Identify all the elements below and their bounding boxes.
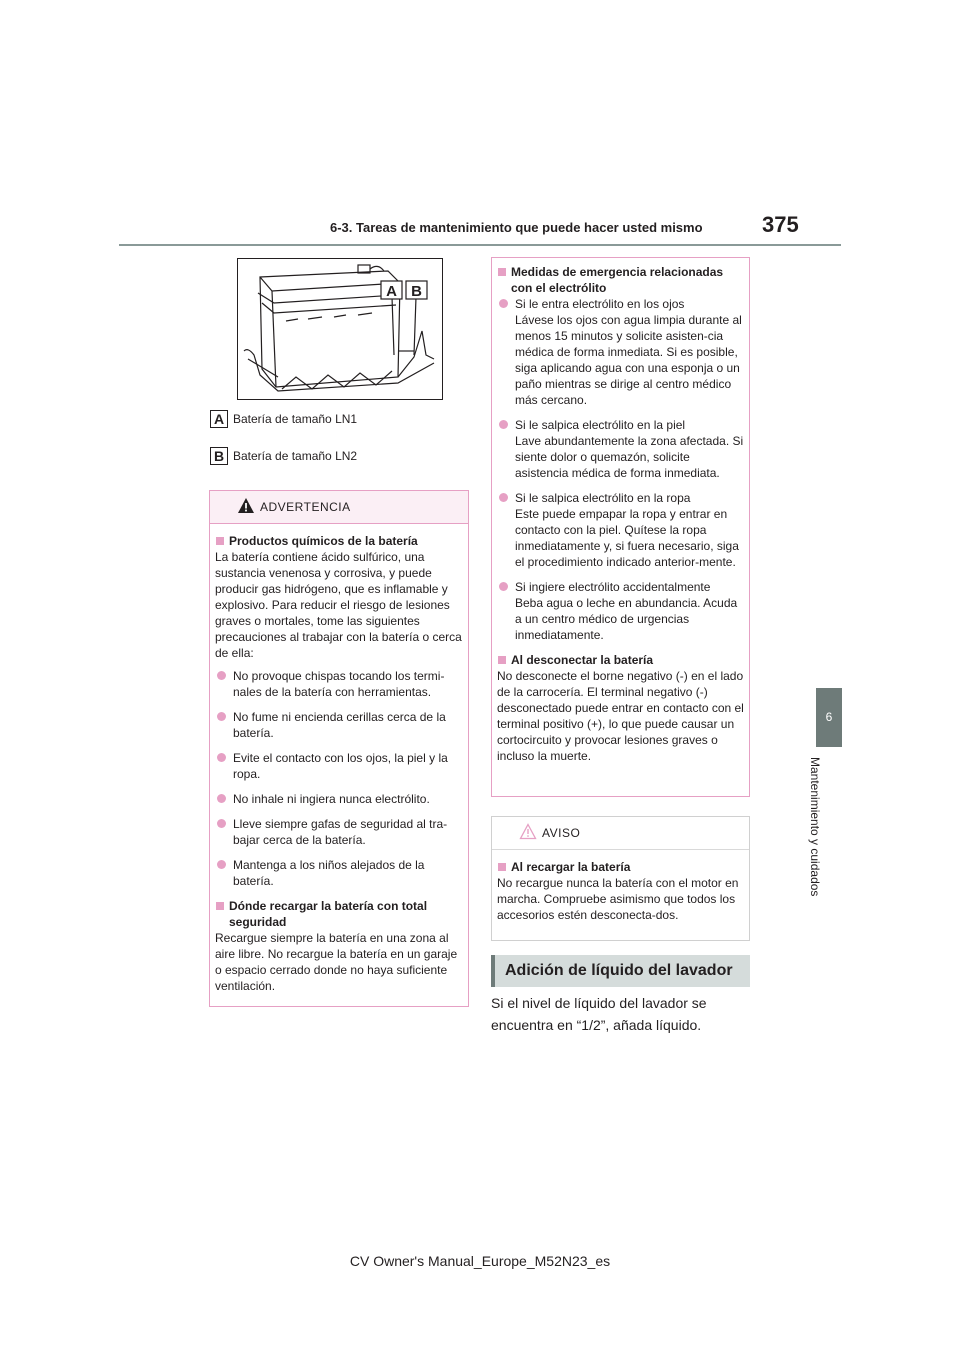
section-heading: Productos químicos de la batería [215,533,463,549]
bullet-item: Mantenga a los niños alejados de la batería. [215,857,463,889]
section-heading: Al desconectar la batería [497,652,744,668]
notice-header [492,817,749,850]
bullet-item: Lleve siempre gafas de seguridad al tra-bajar cerca de la batería. [215,816,463,848]
legend-text-b: Batería de tamaño LN2 [233,449,358,463]
bullet-text: Este puede empapar la ropa y entrar en contacto con la piel. Quítese la ropa inmediatamente y, si fuera necesario, siga el procedimiento indicado anterior-mente. [515,507,739,569]
notice-box [491,816,750,941]
warning-box [209,490,469,1007]
bullet-item: Evite el contacto con los ojos, la piel y la ropa. [215,750,463,782]
callout-label-b: B [411,283,422,300]
legend-key-b: B [210,447,228,465]
section-heading: Al recargar la batería [497,859,744,875]
section-heading: Dónde recargar la batería con total seguridad [215,898,463,930]
paragraph: No desconecte el borne negativo (-) en el lado de la carrocería. El terminal negativo (-) desconectado puede entrar en contacto con el terminal positivo (+), lo que puede causar un cortocircuito y provocar lesiones graves o incluso la muerte. [497,669,744,763]
footer-text: CV Owner's Manual_Europe_M52N23_es [349,1253,611,1269]
chapter-tab: 6 [816,688,842,747]
warning-title: ADVERTENCIA [260,500,351,514]
bullet-item [497,296,744,408]
bullet-item [497,579,744,643]
bullet-title: Si le entra electrólito en los ojos [515,297,685,311]
body-paragraph: Si el nivel de líquido del lavador se encuentra en “1/2”, añada líquido. [491,995,707,1033]
bullet-title: Si le salpica electrólito en la ropa [515,491,691,505]
bullet-item [497,490,744,570]
page-number: 375 [762,212,799,237]
bullet-title: Si le salpica electrólito en la piel [515,418,686,432]
callout-label-a: A [386,283,397,300]
notice-title: AVISO [542,826,581,840]
legend-text-a: Batería de tamaño LN1 [233,412,358,426]
battery-illustration [237,258,443,400]
bullet-text: Lave abundantemente la zona afectada. Si siente dolor o quemazón, solicite asistencia médica de forma inmediata. [515,434,744,480]
bullet-item [497,417,744,481]
bullet-item: No inhale ni ingiera nunca electrólito. [215,791,463,807]
bullet-text: Lávese los ojos con agua limpia durante al menos 15 minutos y solicite asisten-cia médica de forma inmediata. Si es posible, siga aplicando agua con una esponja o un paño mientras se dirige al centro médico más cercano. [515,313,742,407]
warning-box-continued [491,257,750,797]
legend-key-a: A [210,410,228,428]
legend-item-a [210,410,357,428]
chapter-label: Mantenimiento y cuidados [808,757,822,897]
paragraph: No recargue nunca la batería con el motor en marcha. Compruebe asimismo que todos los accesorios estén desconecta-dos. [497,876,739,922]
paragraph: Recargue siempre la batería en una zona al aire libre. No recargue la batería en un garaje o espacio cerrado donde no haya suficiente ventilación. [215,931,458,993]
bullet-item: No provoque chispas tocando los termi-nales de la batería con herramientas. [215,668,463,700]
legend-item-b [210,447,357,465]
caution-triangle-icon [519,823,537,840]
battery-drawing [238,259,442,399]
section-heading: Medidas de emergencia relacionadas con el electrólito [497,264,744,296]
warning-header [210,491,468,524]
section-title: Adición de líquido del lavador [491,955,750,987]
paragraph: La batería contiene ácido sulfúrico, una sustancia venenosa y corrosiva, y puede producir gas hidrógeno, que es inflamable y explosivo. Para reducir el riesgo de lesiones graves o mortales, tome las siguientes precauciones al trabajar con la batería o cerca de ella: [215,550,462,660]
header-section-title: 6-3. Tareas de mantenimiento que puede hacer usted mismo [330,220,703,235]
header-divider [119,244,841,246]
bullet-title: Si ingiere electrólito accidentalmente [515,580,711,594]
bullet-text: Beba agua o leche en abundancia. Acuda a un centro médico de urgencias inmediatamente. [515,596,738,642]
bullet-item: No fume ni encienda cerillas cerca de la batería. [215,709,463,741]
warning-triangle-icon [237,497,255,514]
